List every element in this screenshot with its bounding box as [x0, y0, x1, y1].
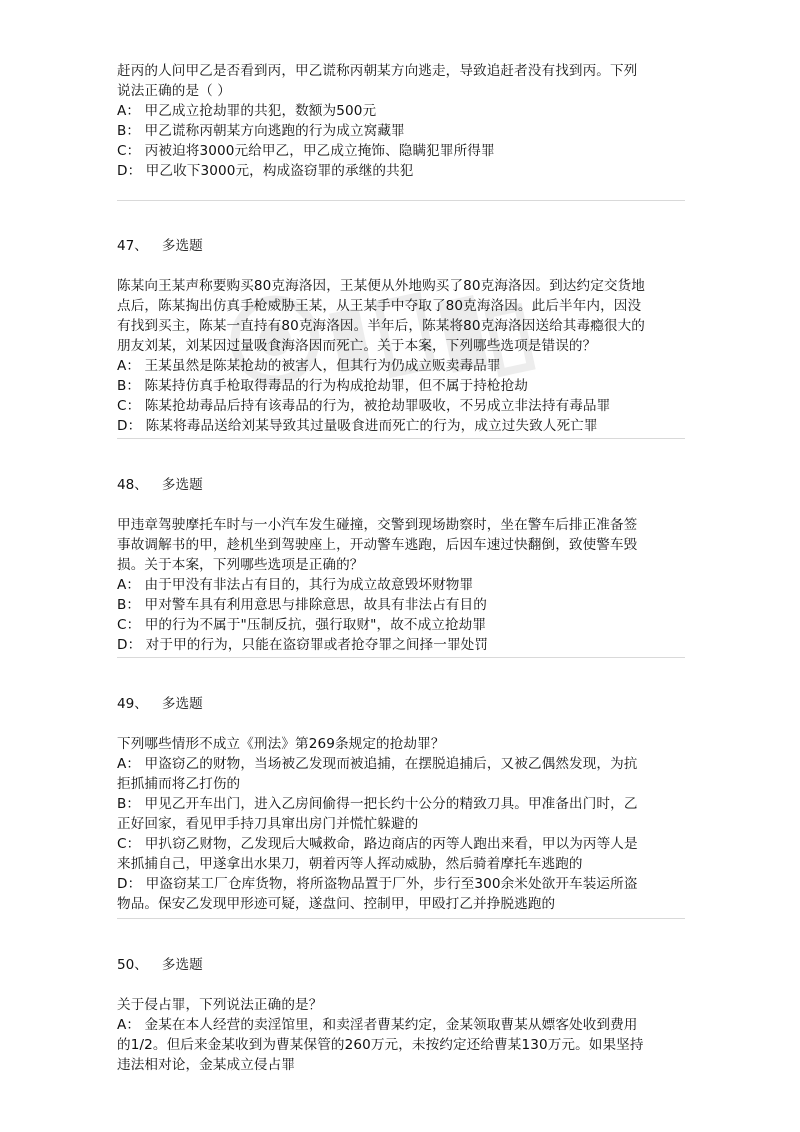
question-header	[117, 475, 697, 495]
option-c: C： 甲扒窃乙财物，乙发现后大喊救命，路边商店的丙等人跑出来看，甲以为丙等人是	[117, 836, 638, 852]
option-b: B： 甲见乙开车出门，进入乙房间偷得一把长约十公分的精致刀具。甲准备出门时，乙	[117, 796, 638, 812]
question-stem-line: 点后，陈某掏出仿真手枪威胁王某，从王某手中夺取了80克海洛因。此后半年内，因没	[117, 298, 642, 314]
option-a: A： 甲盗窃乙的财物，当场被乙发现而被追捕，在摆脱追捕后，又被乙偶然发现，为抗	[117, 756, 638, 772]
question-stem-line: 下列哪些情形不成立《刑法》第269条规定的抢劫罪？	[117, 736, 445, 752]
option-a: A： 由于甲没有非法占有目的，其行为成立故意毁坏财物罪	[117, 577, 474, 593]
option-c: C： 丙被迫将3000元给甲乙，甲乙成立掩饰、隐瞒犯罪所得罪	[117, 143, 495, 159]
question-stem-line: 甲违章驾驶摩托车时与一小汽车发生碰撞，交警到现场勘察时，坐在警车后排正准备签	[117, 517, 638, 533]
option-d-cont: 物品。保安乙发现甲形迹可疑，遂盘问、控制甲，甲殴打乙并挣脱逃跑的	[117, 896, 556, 912]
question-stem-line: 陈某向王某声称要购买80克海洛因，王某便从外地购买了80克海洛因。到达约定交货地	[117, 278, 645, 294]
option-a-cont: 违法相对论，金某成立侵占罪	[117, 1057, 296, 1073]
option-d: D： 甲乙收下3000元，构成盗窃罪的承继的共犯	[117, 163, 414, 179]
option-b: B： 甲对警车具有利用意思与排除意思，故具有非法占有目的	[117, 597, 487, 613]
question-48	[117, 475, 697, 655]
question-stem-line: 有找到买主，陈某一直持有80克海洛因。半年后，陈某将80克海洛因送给其毒瘾很大的	[117, 318, 645, 334]
question-number: 47、	[117, 238, 148, 254]
option-d: D： 对于甲的行为，只能在盗窃罪或者抢夺罪之间择一罪处罚	[117, 637, 489, 653]
question-50	[117, 955, 697, 1075]
option-c-cont: 来抓捕自己，甲遂拿出水果刀，朝着丙等人挥动威胁，然后骑着摩托车逃跑的	[117, 856, 583, 872]
question-type: 多选题	[161, 477, 203, 493]
question-stem-line: 损。关于本案，下列哪些选项是正确的？	[117, 557, 364, 573]
intro-line: 说法正确的是（ ）	[117, 83, 231, 99]
question-header	[117, 694, 697, 714]
question-stem-line: 事故调解书的甲，趁机坐到驾驶座上，开动警车逃跑，后因车速过快翻倒，致使警车毁	[117, 537, 638, 553]
divider	[117, 438, 685, 439]
question-stem-line: 朋友刘某，刘某因过量吸食海洛因而死亡。关于本案，下列哪些选项是错误的？	[117, 338, 597, 354]
option-b: B： 陈某持仿真手枪取得毒品的行为构成抢劫罪，但不属于持枪抢劫	[117, 378, 528, 394]
question-header	[117, 236, 697, 256]
question-stem-line: 关于侵占罪，下列说法正确的是？	[117, 997, 323, 1013]
question-type: 多选题	[161, 957, 203, 973]
question-header	[117, 955, 697, 975]
divider	[117, 918, 685, 919]
option-a: A： 王某虽然是陈某抢劫的被害人，但其行为仍成立贩卖毒品罪	[117, 358, 501, 374]
question-49	[117, 694, 697, 914]
intro-line: 赶丙的人问甲乙是否看到丙，甲乙谎称丙朝某方向逃走，导致追赶者没有找到丙。下列	[117, 63, 638, 79]
divider	[117, 200, 685, 201]
question-type: 多选题	[161, 238, 203, 254]
divider	[117, 657, 685, 658]
question-47	[117, 236, 697, 436]
question-number: 48、	[117, 477, 148, 493]
option-d: D： 陈某将毒品送给刘某导致其过量吸食进而死亡的行为，成立过失致人死亡罪	[117, 418, 598, 434]
option-a: A： 金某在本人经营的卖淫馆里，和卖淫者曹某约定，金某领取曹某从嫖客处收到费用	[117, 1017, 638, 1033]
option-c: C： 陈某抢劫毒品后持有该毒品的行为，被抢劫罪吸收，不另成立非法持有毒品罪	[117, 398, 611, 414]
option-a: A： 甲乙成立抢劫罪的共犯，数额为500元	[117, 103, 377, 119]
option-d: D： 甲盗窃某工厂仓库货物，将所盗物品置于厂外，步行至300余米处欲开车装运所盗	[117, 876, 638, 892]
intro-block	[117, 61, 697, 181]
option-b-cont: 正好回家，看见甲手持刀具窜出房门并慌忙躲避的	[117, 816, 419, 832]
option-c: C： 甲的行为不属于"压制反抗，强行取财"，故不成立抢劫罪	[117, 617, 487, 633]
question-type: 多选题	[161, 696, 203, 712]
question-number: 49、	[117, 696, 148, 712]
option-a-cont: 拒抓捕而将乙打伤的	[117, 776, 241, 792]
question-number: 50、	[117, 957, 148, 973]
option-b: B： 甲乙谎称丙朝某方向逃跑的行为成立窝藏罪	[117, 123, 405, 139]
option-a-cont: 的1/2。但后来金某收到为曹某保管的260万元，未按约定还给曹某130万元。如果坚持	[117, 1037, 644, 1053]
